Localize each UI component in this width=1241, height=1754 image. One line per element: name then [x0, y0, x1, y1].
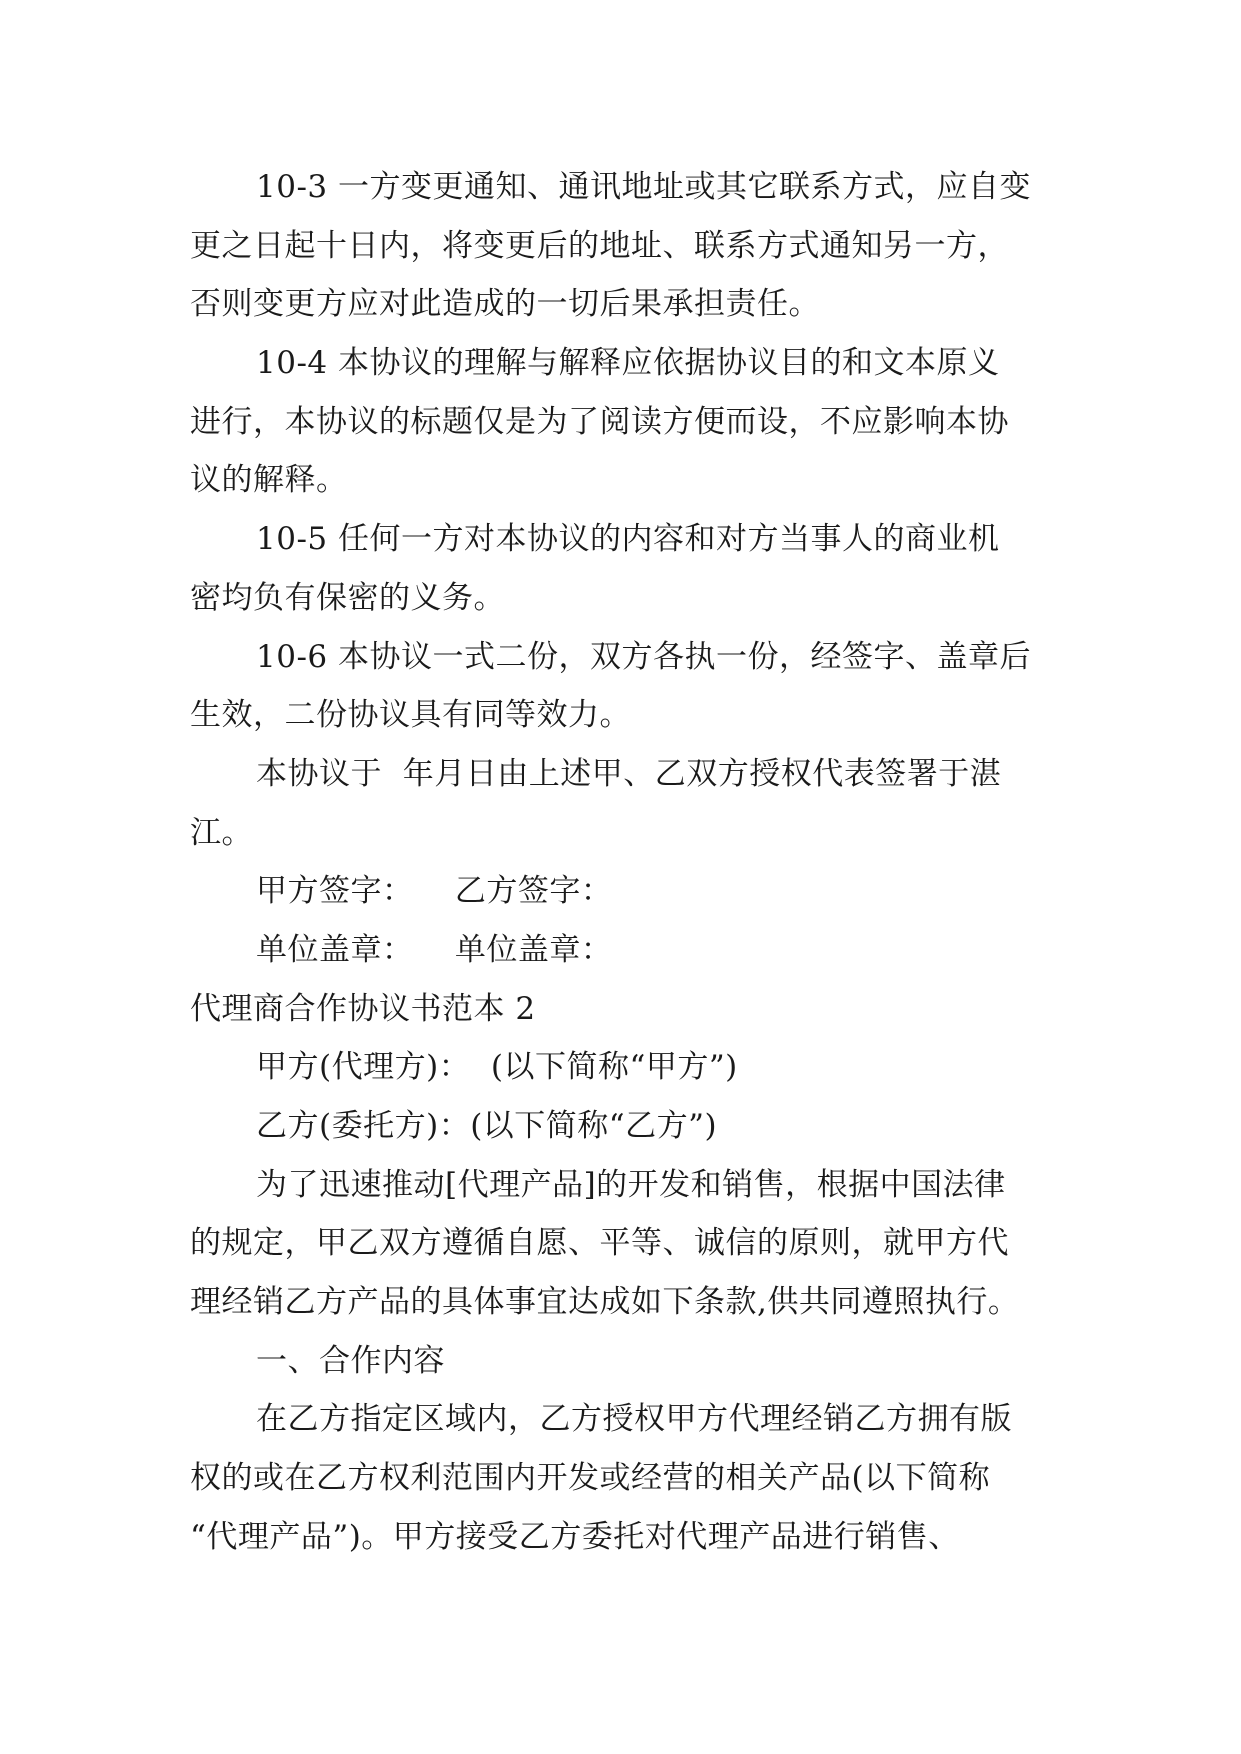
text-line: 权的或在乙方权利范围内开发或经营的相关产品(以下简称: [190, 1460, 991, 1497]
text-line: 10-3 一方变更通知、通讯地址或其它联系方式，应自变: [256, 169, 1031, 205]
text-line: 10-4 本协议的理解与解释应依据协议目的和文本原义: [256, 345, 1000, 382]
text-line: “代理产品”)。甲方接受乙方委托对代理产品进行销售、: [190, 1518, 960, 1555]
document-body: [190, 158, 1060, 1567]
signing-date-line: 本协议于 年月日由上述甲、乙双方授权代表签署于湛: [256, 755, 1002, 792]
text-line: 10-5 任何一方对本协议的内容和对方当事人的商业机: [256, 521, 1000, 558]
text-line: 否则变更方应对此造成的一切后果承担责任。: [190, 286, 820, 323]
text-line: 进行，本协议的标题仅是为了阅读方便而设，不应影响本协: [190, 403, 1009, 440]
section-heading: 一、合作内容: [256, 1342, 445, 1379]
text-line: 更之日起十日内，将变更后的地址、联系方式通知另一方，: [190, 227, 1009, 264]
text-line: 议的解释。: [190, 462, 348, 499]
text-line: 在乙方指定区域内，乙方授权甲方代理经销乙方拥有版: [256, 1401, 1012, 1438]
party-a-line: 甲方(代理方)： (以下简称“甲方”): [256, 1049, 738, 1086]
text-line: 10-6 本协议一式二份，双方各执一份，经签字、盖章后: [256, 638, 1031, 675]
signature-line: 甲方签字： 乙方签字：: [256, 873, 613, 910]
text-line: 生效，二份协议具有同等效力。: [190, 697, 631, 734]
party-b-line: 乙方(委托方)：(以下简称“乙方”): [256, 1108, 718, 1144]
section-title: 代理商合作协议书范本 2: [190, 990, 536, 1027]
text-line: 江。: [190, 814, 253, 851]
text-line: 理经销乙方产品的具体事宜达成如下条款,供共同遵照执行。: [190, 1284, 1020, 1321]
seal-line: 单位盖章： 单位盖章：: [256, 931, 613, 968]
text-line: 为了迅速推动[代理产品]的开发和销售，根据中国法律: [256, 1166, 1006, 1203]
text-line: 密均负有保密的义务。: [190, 579, 505, 616]
text-line: 的规定，甲乙双方遵循自愿、平等、诚信的原则，就甲方代: [190, 1225, 1009, 1262]
